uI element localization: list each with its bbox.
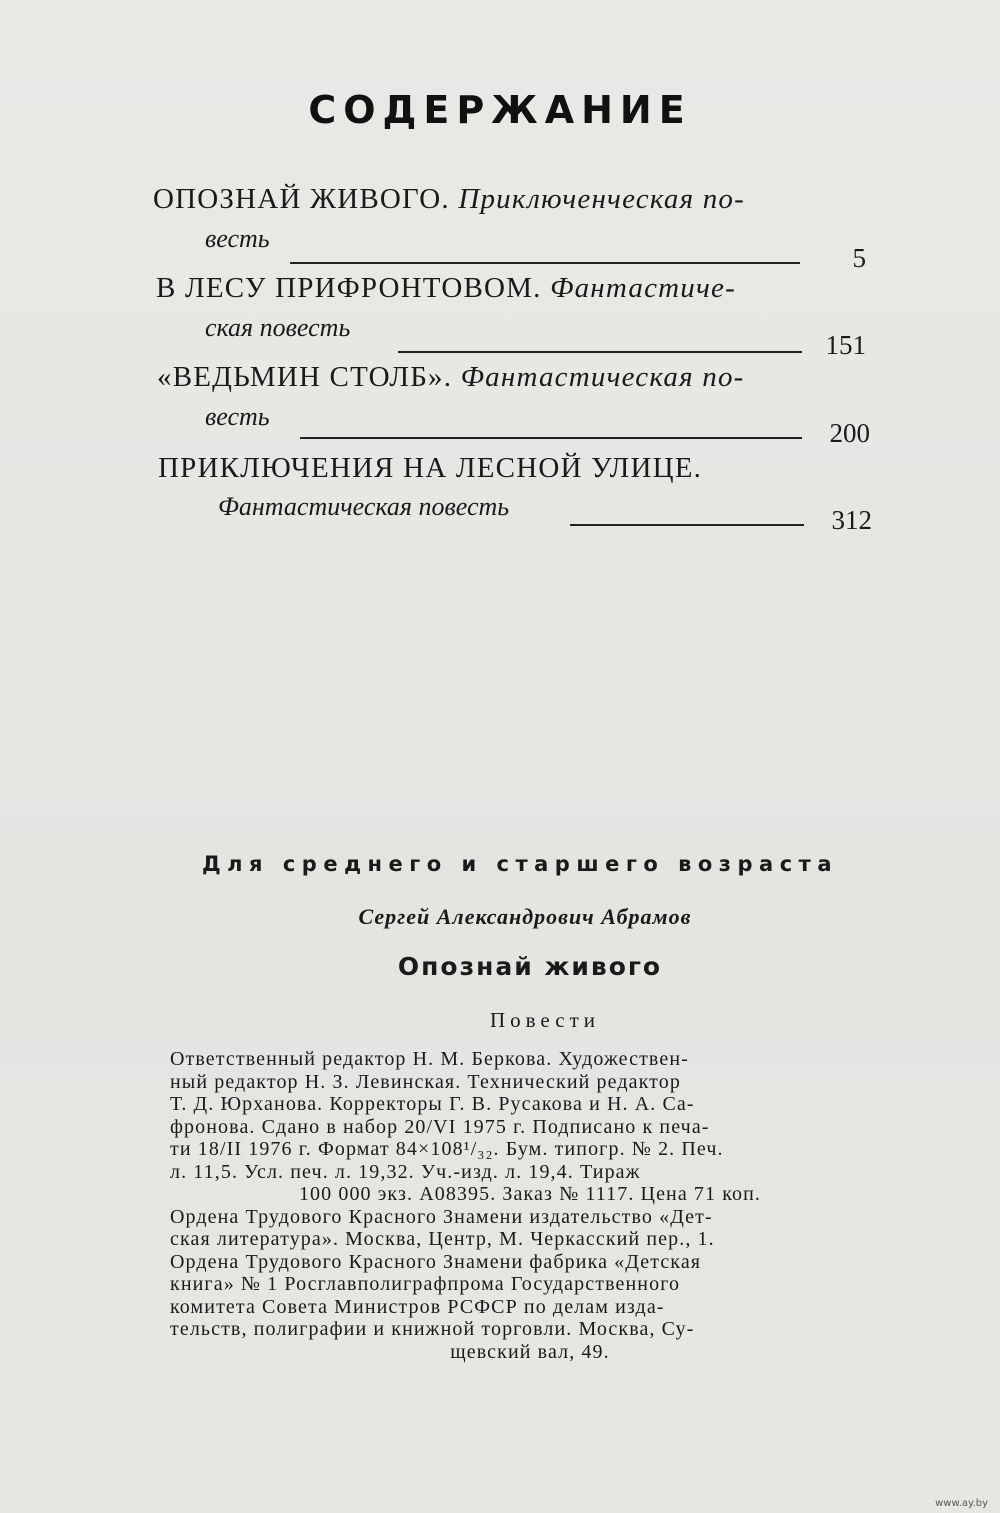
publisher-line: книга» № 1 Росглавполиграфпрома Государственного xyxy=(170,1273,681,1295)
credits-line: фронова. Сдано в набор 20/VI 1975 г. Подписано к печа- xyxy=(170,1115,710,1138)
book-subtitle: Повести xyxy=(489,1008,601,1032)
dot-leader xyxy=(570,524,804,526)
book-title: Опознай живого xyxy=(397,952,663,981)
credits-line: Ответственный редактор Н. М. Беркова. Художествен- xyxy=(170,1048,689,1070)
dot-leader xyxy=(398,351,802,353)
print-run-line: 100 000 экз. А08395. Заказ № 1117. Цена 71 коп. xyxy=(298,1183,762,1205)
toc-entry-1-line1 xyxy=(153,183,745,216)
toc-entry-3-line2: весть xyxy=(205,402,270,431)
audience-line: Для среднего и старшего возраста xyxy=(201,852,839,876)
toc-entry-title: ОПОЗНАЙ ЖИВОГО. xyxy=(153,183,450,215)
publisher-address-end: щевский вал, 49. xyxy=(450,1340,610,1363)
publisher-line: тельств, полиграфии и книжной торговли. Москва, Су- xyxy=(170,1318,695,1340)
credits-line: Т. Д. Юрханова. Корректоры Г. В. Русакова и Н. А. Са- xyxy=(170,1093,695,1115)
credits-line: ти 18/II 1976 г. Формат 84×108¹/₃₂. Бум. типогр. № 2. Печ. xyxy=(170,1138,724,1160)
toc-entry-2-line1 xyxy=(156,272,736,305)
site-watermark: www.ay.by xyxy=(935,1498,988,1509)
dot-leader xyxy=(290,262,800,264)
toc-entry-1-line2: весть xyxy=(205,224,270,253)
toc-entry-3-line1 xyxy=(157,361,745,394)
toc-entry-title: «ВЕДЬМИН СТОЛБ». xyxy=(157,361,453,393)
toc-entry-genre: Приключенческая по- xyxy=(458,183,745,215)
publisher-line: Ордена Трудового Красного Знамени издательство «Дет- xyxy=(170,1205,713,1228)
toc-entry-genre: Фантастическая по- xyxy=(460,361,745,393)
toc-heading: СОДЕРЖАНИЕ xyxy=(308,88,692,132)
toc-page-number: 312 xyxy=(831,505,872,535)
author-name: Сергей Александрович Абрамов xyxy=(358,904,692,929)
toc-entry-4-line1 xyxy=(158,452,702,485)
publisher-line: комитета Совета Министров РСФСР по делам изда- xyxy=(170,1295,665,1318)
publisher-line: ская литература». Москва, Центр, М. Черкасский пер., 1. xyxy=(170,1228,715,1250)
toc-entry-title: В ЛЕСУ ПРИФРОНТОВОМ. xyxy=(156,272,542,304)
dot-leader xyxy=(300,437,802,439)
colophon xyxy=(170,1048,890,1363)
toc-entry-2-line2: ская повесть xyxy=(205,313,351,342)
toc-entry-genre: Фантастиче- xyxy=(550,272,736,304)
toc-page-number: 200 xyxy=(829,418,870,448)
toc-entry-4-line2: Фантастическая повесть xyxy=(218,492,510,521)
toc-entry-title: ПРИКЛЮЧЕНИЯ НА ЛЕСНОЙ УЛИЦЕ. xyxy=(158,452,703,484)
toc-page-number: 5 xyxy=(852,243,866,273)
credits-line: ный редактор Н. З. Левинская. Технический редактор xyxy=(170,1070,681,1093)
publisher-line: Ордена Трудового Красного Знамени фабрика «Детская xyxy=(170,1250,702,1273)
toc-page-number: 151 xyxy=(825,330,866,360)
credits-line: л. 11,5. Усл. печ. л. 19,32. Уч.-изд. л. 19,4. Тираж xyxy=(170,1160,641,1183)
